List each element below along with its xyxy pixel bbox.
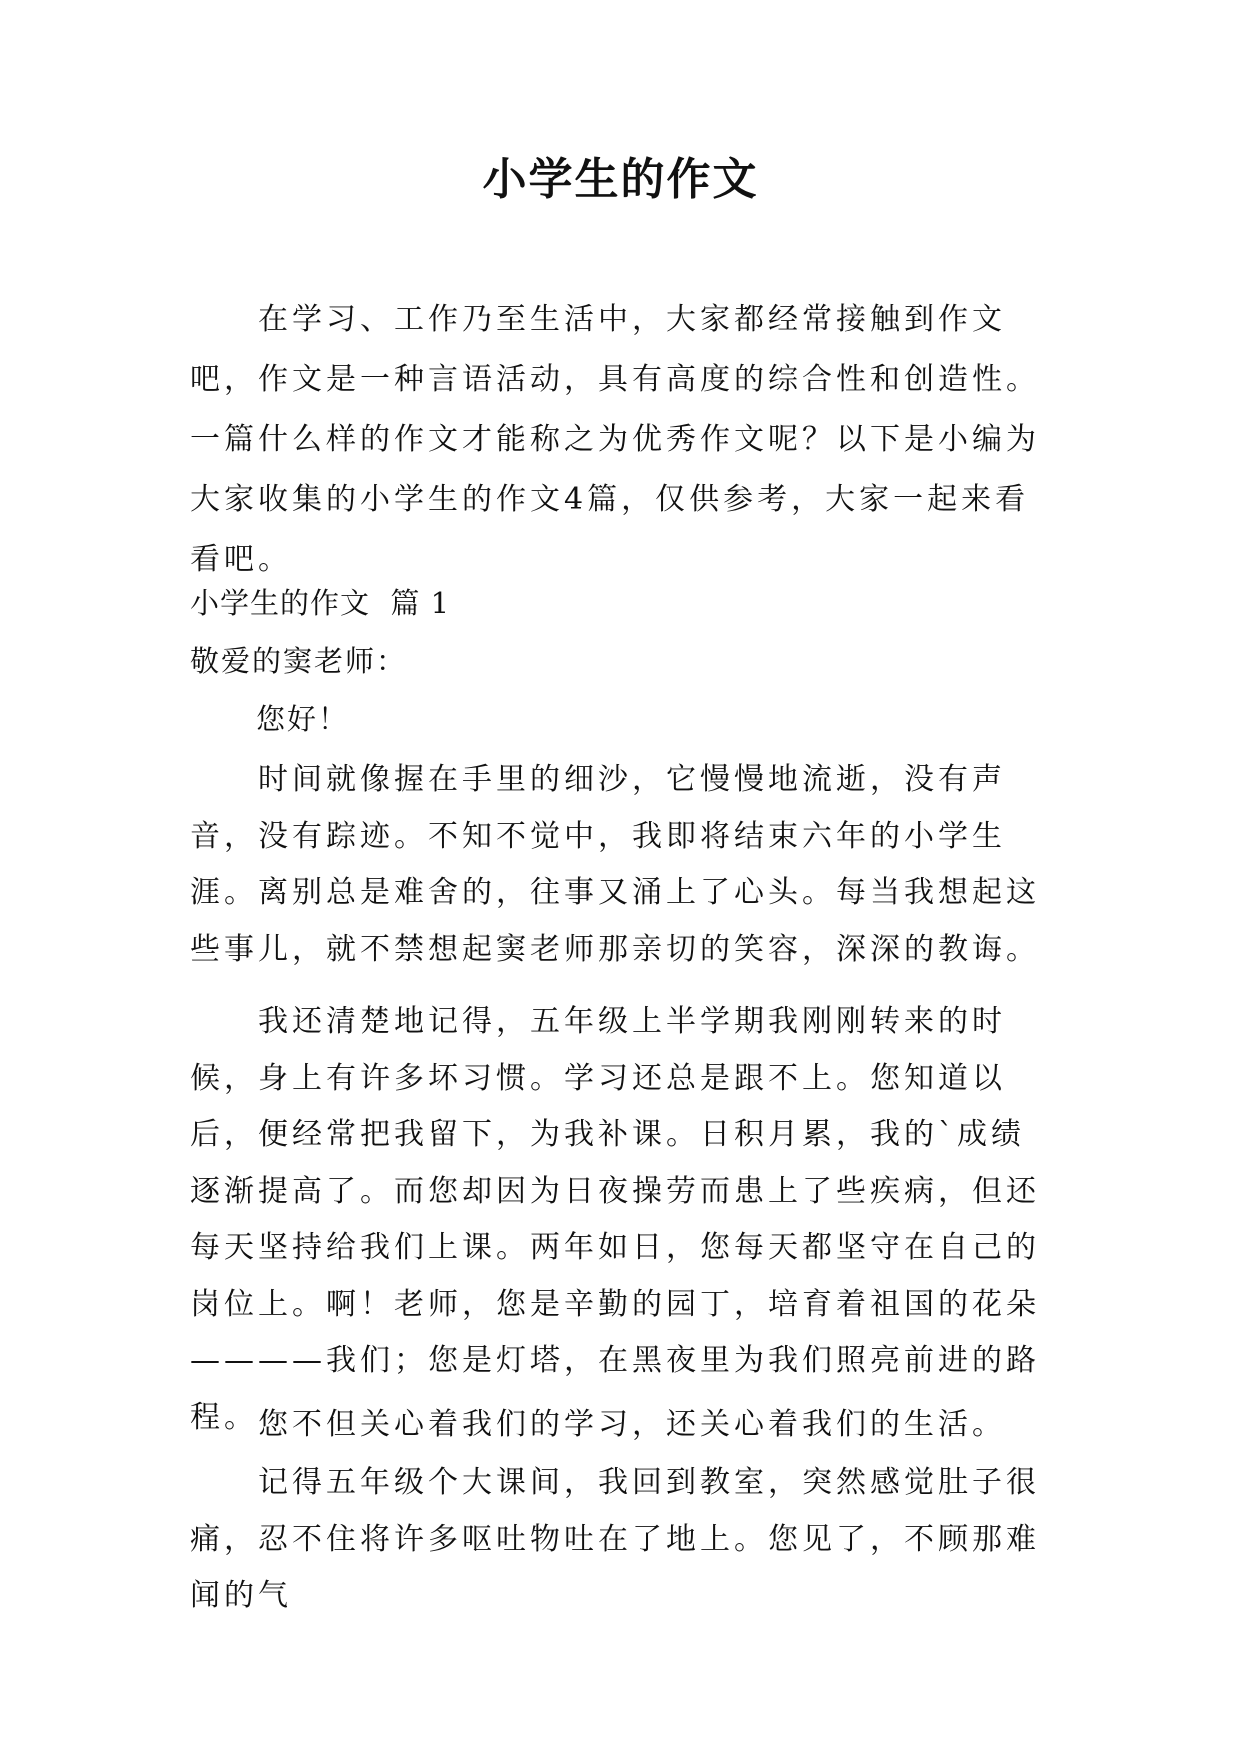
document-title: 小学生的作文 [482, 154, 759, 205]
body-paragraph: 时间就像握在手里的细沙，它慢慢地流逝，没有声音，没有踪迹。不知不觉中，我即将结束六年的小学生涯。离别总是难舍的，往事又涌上了心头。每当我想起这些事儿，就不禁想起窦老师那亲切的笑容，深深的教诲。 [190, 762, 1040, 967]
letter-salutation: 敬爱的窦老师： [190, 644, 408, 678]
body-paragraph: 您不但关心着我们的学习，还关心着我们的生活。 [258, 1407, 1006, 1442]
section-heading: 小学生的作文 篇 1 [190, 586, 451, 620]
intro-paragraph: 在学习、工作乃至生活中，大家都经常接触到作文吧，作文是一种言语活动，具有高度的综合性和创造性。一篇什么样的作文才能称之为优秀作文呢？以下是小编为大家收集的小学生的作文4篇，仅供参考，大家一起来看看吧。 [190, 302, 1040, 577]
body-paragraph: 记得五年级个大课间，我回到教室，突然感觉肚子很痛，忍不住将许多呕吐物吐在了地上。您见了，不顾那难闻的气 [190, 1465, 1040, 1613]
body-paragraph: 我还清楚地记得，五年级上半学期我刚刚转来的时候，身上有许多坏习惯。学习还总是跟不上。您知道以后，便经常把我留下，为我补课。日积月累，我的`成绩逐渐提高了。而您却因为日夜操劳而患上了些疾病，但还每天坚持给我们上课。两年如日，您每天都坚守在自己的岗位上。啊！老师，您是辛勤的园丁，培育着祖国的花朵————我们；您是灯塔，在黑夜里为我们照亮前进的路程。 [190, 1004, 1040, 1435]
letter-greeting: 您好！ [256, 702, 350, 736]
